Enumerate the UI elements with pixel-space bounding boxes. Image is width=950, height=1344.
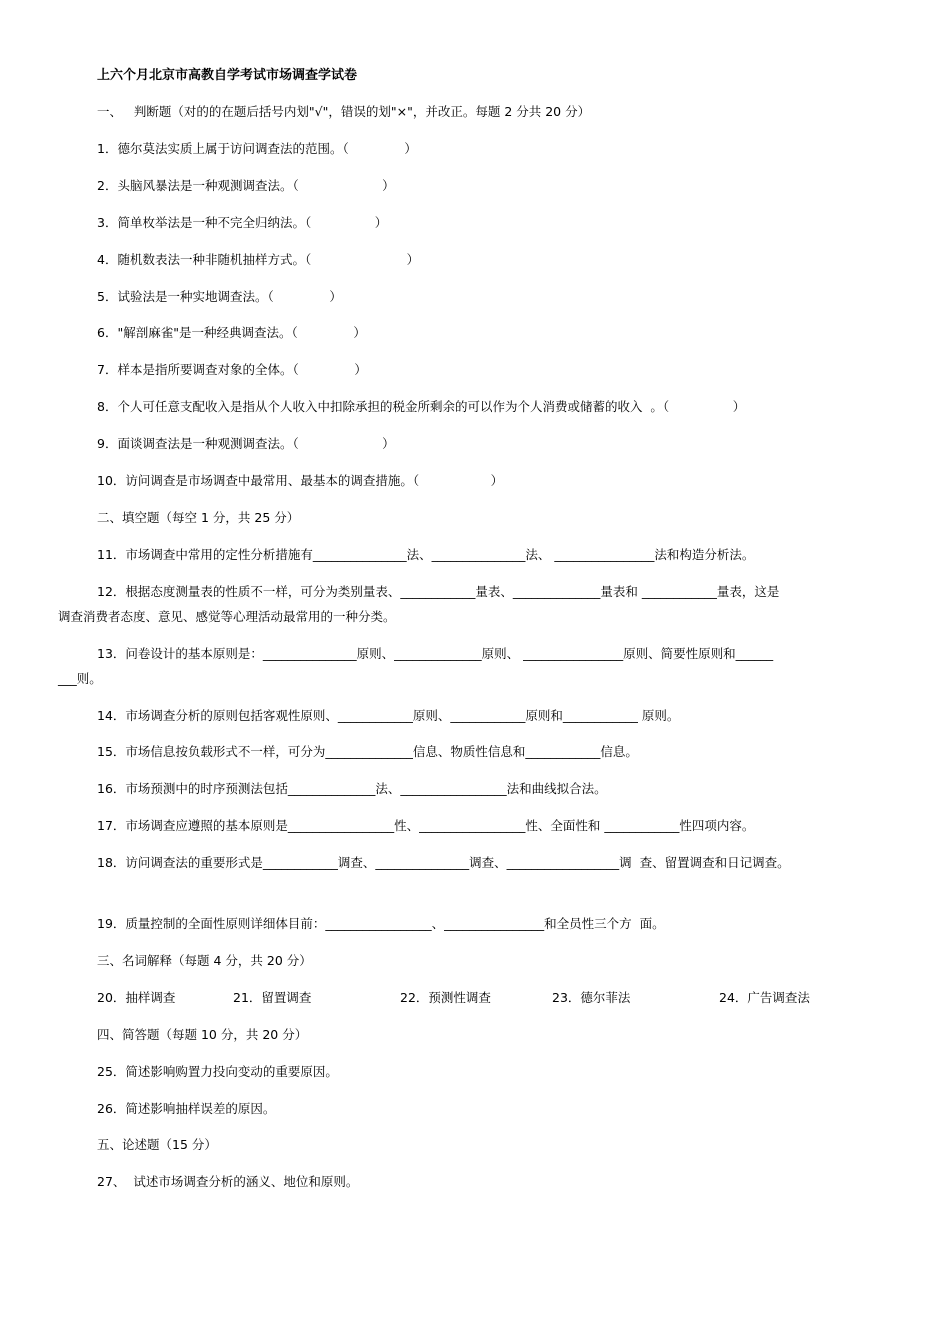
section-4-header: 四、简答题（每题 10 分，共 20 分）	[97, 1027, 308, 1042]
term-23: 23．德尔菲法	[552, 990, 631, 1005]
question-13: 13．问卷设计的基本原则是：_______________原则、______________原则、 ________________原则、简要性原则和______	[97, 646, 774, 661]
section-5-header: 五、论述题（15 分）	[97, 1137, 217, 1152]
question-17: 17．市场调查应遵照的基本原则是_________________性、_________________性、全面性和 ____________性四项内容。	[97, 818, 755, 833]
question-26: 26．简述影响抽样误差的原因。	[97, 1101, 276, 1116]
question-5: 5．试验法是一种实地调查法。（ ）	[97, 289, 342, 304]
question-6: 6．"解剖麻雀"是一种经典调查法。（ ）	[97, 325, 366, 340]
question-14: 14．市场调查分析的原则包括客观性原则、____________原则、____________原则和____________ 原则。	[97, 708, 680, 723]
term-24: 24．广告调查法	[719, 990, 810, 1005]
question-12-continued: 调查消费者态度、意见、感觉等心理活动最常用的一种分类。	[58, 609, 396, 624]
section-2-header: 二、填空题（每空 1 分，共 25 分）	[97, 510, 300, 525]
term-21: 21．留置调查	[233, 990, 312, 1005]
question-18: 18．访问调查法的重要形式是____________调查、_______________调查、__________________调 查、留置调查和日记调查。	[97, 855, 790, 870]
question-19: 19．质量控制的全面性原则详细体目前：_________________、________________和全员性三个方 面。	[97, 916, 665, 931]
question-15: 15．市场信息按负载形式不一样，可分为______________信息、物质性信息和____________信息。	[97, 744, 638, 759]
question-12: 12．根据态度测量表的性质不一样，可分为类别量表、____________量表、______________量表和 ____________量表，这是	[97, 584, 780, 599]
question-10: 10．访问调查是市场调查中最常用、最基本的调查措施。（ ）	[97, 473, 504, 488]
question-4: 4．随机数表法一种非随机抽样方式。（ ）	[97, 252, 420, 267]
term-22: 22．预测性调查	[400, 990, 491, 1005]
question-7: 7．样本是指所要调查对象的全体。（ ）	[97, 362, 367, 377]
section-3-header: 三、名词解释（每题 4 分，共 20 分）	[97, 953, 312, 968]
question-11: 11．市场调查中常用的定性分析措施有_______________法、_______________法、 ________________法和构造分析法。	[97, 547, 755, 562]
question-27: 27、 试述市场调查分析的涵义、地位和原则。	[97, 1174, 359, 1189]
question-3: 3．简单枚举法是一种不完全归纳法。（ ）	[97, 215, 388, 230]
question-2: 2．头脑风暴法是一种观测调查法。（ ）	[97, 178, 395, 193]
question-25: 25．简述影响购置力投向变动的重要原因。	[97, 1064, 338, 1079]
question-13-continued: ___则。	[58, 671, 102, 686]
term-20: 20．抽样调查	[97, 990, 176, 1005]
question-9: 9．面谈调查法是一种观测调查法。（ ）	[97, 436, 395, 451]
question-1: 1．德尔莫法实质上属于访问调查法的范围。（ ）	[97, 141, 417, 156]
section-1-header: 一、 判断题（对的的在题后括号内划"√"，错误的划"×"，并改正。每题 2 分共 20 分）	[97, 104, 591, 119]
question-8: 8．个人可任意支配收入是指从个人收入中扣除承担的税金所剩余的可以作为个人消费或储蓄的收入 。（ ）	[97, 399, 746, 414]
question-16: 16．市场预测中的时序预测法包括______________法、_________________法和曲线拟合法。	[97, 781, 607, 796]
exam-title: 上六个月北京市高教自学考试市场调查学试卷	[97, 68, 358, 83]
